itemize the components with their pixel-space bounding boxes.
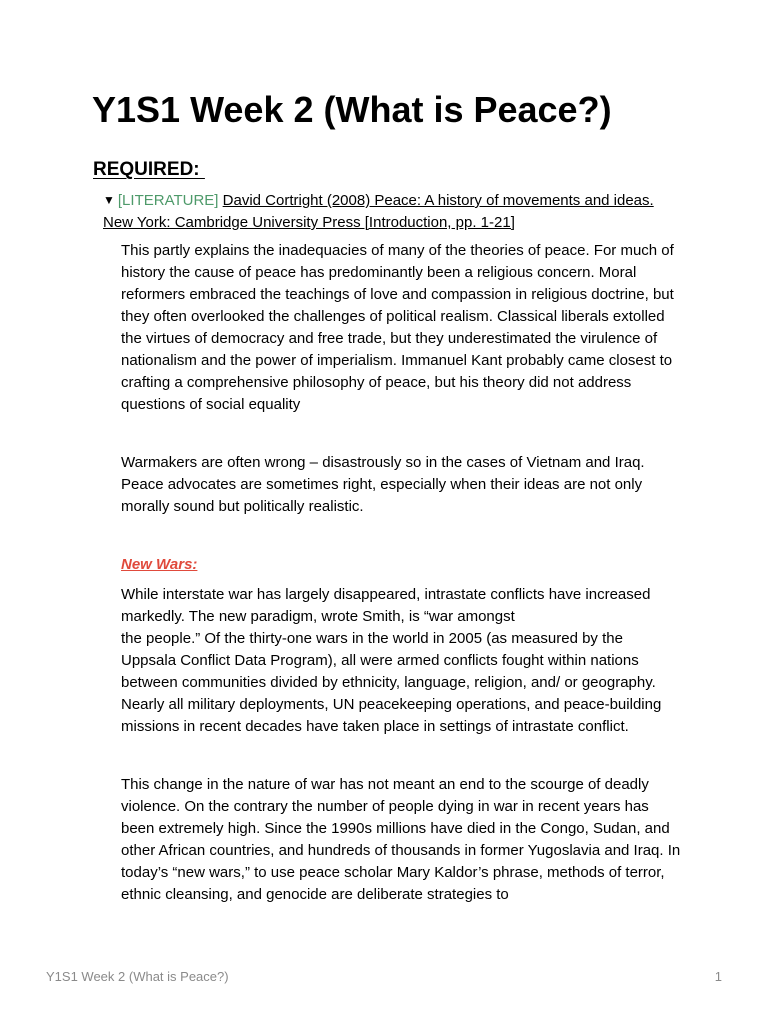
footer-document-title: Y1S1 Week 2 (What is Peace?) [46, 969, 229, 984]
reference-link[interactable]: David Cortright (2008) Peace: A history of movements and ideas. New York: Cambridge University Press [Introduction, pp. 1-21] [103, 192, 654, 231]
paragraph-theories: This partly explains the inadequacies of many of the theories of peace. For much of history the cause of peace has predominantly been a religious concern. Moral reformers embraced the teachings of love and compassion in religious doctrine, but they often overlooked the challenges of political realism. Classical liberals extolled the virtues of democracy and free trade, but they underestimated the virulence of nationalism and the power of imperialism. Immanuel Kant probably came closest to crafting a comprehensive philosophy of peace, but his theory did not address questions of social equality [121, 242, 674, 413]
toggle-content [121, 240, 681, 906]
paragraph-warmakers: Warmakers are often wrong – disastrously so in the cases of Vietnam and Iraq. Peace advocates are sometimes right, especially when their ideas are not only morally sound but politically realistic. [121, 454, 645, 515]
paragraph-nature-of-war: This change in the nature of war has not meant an end to the scourge of deadly violence. On the contrary the number of people dying in war in recent years has been extremely high. Since the 1990s millions have died in the Congo, Sudan, and other African countries, and hundreds of thousands in former Yugoslavia and Iraq. In today’s “new wars,” to use peace scholar Mary Kaldor’s phrase, methods of terror, ethnic cleansing, and genocide are deliberate strategies to [121, 776, 681, 903]
footer-page-number: 1 [714, 969, 722, 984]
paragraph-new-wars-rest: the people.” Of the thirty-one wars in the world in 2005 (as measured by the Uppsala Conflict Data Program), all were armed conflicts fought within nations between communities divided by ethnicity, language, religion, and/ or geography. Nearly all military deployments, UN peacekeeping operations, and peace-building missions in recent decades have taken place in settings of intrastate conflict. [121, 630, 662, 735]
literature-tag: [LITERATURE] [117, 192, 219, 209]
subheading-new-wars-text: New Wars: [121, 556, 198, 573]
page-title: Y1S1 Week 2 (What is Peace?) [92, 89, 612, 130]
paragraph-new-wars-line1: While interstate war has largely disappeared, intrastate conflicts have increased markedly. The new paradigm, wrote Smith, is “war amongst [121, 586, 651, 625]
subheading-new-wars [121, 554, 681, 576]
paragraph-new-wars [121, 584, 681, 738]
literature-toggle[interactable] [103, 189, 663, 234]
section-heading-required: REQUIRED: [93, 159, 205, 180]
toggle-arrow-down-icon[interactable]: ▼ [103, 193, 115, 207]
